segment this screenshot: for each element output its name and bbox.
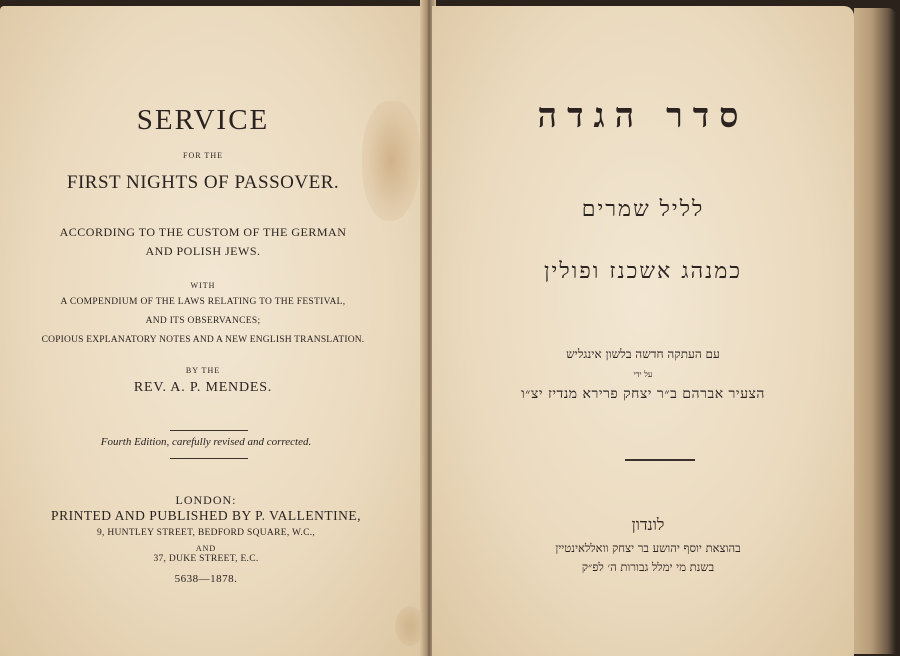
publication-year: 5638—1878. [174, 573, 238, 585]
by-the-text: BY THE [185, 366, 221, 375]
english-subtitle: FIRST NIGHTS OF PASSOVER. [66, 172, 340, 193]
page-edges [854, 8, 896, 654]
hebrew-title: סדר הגדה [537, 96, 749, 136]
hebrew-custom: כמנהג אשכנז ופולין [543, 259, 743, 284]
compendium-line-2: AND ITS OBSERVANCES; [145, 316, 261, 326]
author-name: REV. A. P. MENDES. [133, 380, 273, 395]
english-title: SERVICE [136, 104, 270, 136]
custom-line-2: AND POLISH JEWS. [145, 244, 261, 258]
hebrew-by: על ידי [633, 370, 653, 379]
hebrew-year: בשנת מי ימלל גבורות ה׳ לפ״ק [581, 560, 715, 574]
compendium-line-3: COPIOUS EXPLANATORY NOTES AND A NEW ENGLISH TRANSLATION. [41, 335, 365, 345]
hebrew-subtitle: לליל שמרים [581, 197, 705, 222]
publisher-line: PRINTED AND PUBLISHED BY P. VALLENTINE, [51, 508, 361, 523]
divider-top [170, 430, 248, 431]
for-the-text: FOR THE [183, 151, 223, 160]
city-london: LONDON: [175, 493, 237, 507]
and-text: AND [195, 544, 217, 553]
edition-note: Fourth Edition, carefully revised and corrected. [100, 436, 312, 448]
hebrew-city: לונדון [631, 515, 665, 534]
hebrew-divider [625, 459, 695, 461]
hebrew-translation-note: עם העתקה חדשה בלשון אינגליש [566, 347, 720, 361]
left-title-page [0, 6, 424, 656]
with-text: WITH [190, 281, 216, 290]
compendium-line-1: A COMPENDIUM OF THE LAWS RELATING TO THE FESTIVAL, [60, 297, 346, 307]
address-line-1: 9, HUNTLEY STREET, BEDFORD SQUARE, W.C., [96, 528, 316, 538]
hebrew-publisher: בהוצאת יוסף יהושע בר יצחק וואללאינטיין [555, 541, 741, 555]
divider-bottom [170, 458, 248, 459]
right-title-page [432, 6, 854, 656]
water-stain [362, 101, 420, 221]
custom-line-1: ACCORDING TO THE CUSTOM OF THE GERMAN [59, 225, 347, 239]
hebrew-author: הצעיר אברהם ב״ר יצחק פרירא מנדיז יצ״ו [521, 386, 765, 402]
address-line-2: 37, DUKE STREET, E.C. [153, 554, 259, 564]
